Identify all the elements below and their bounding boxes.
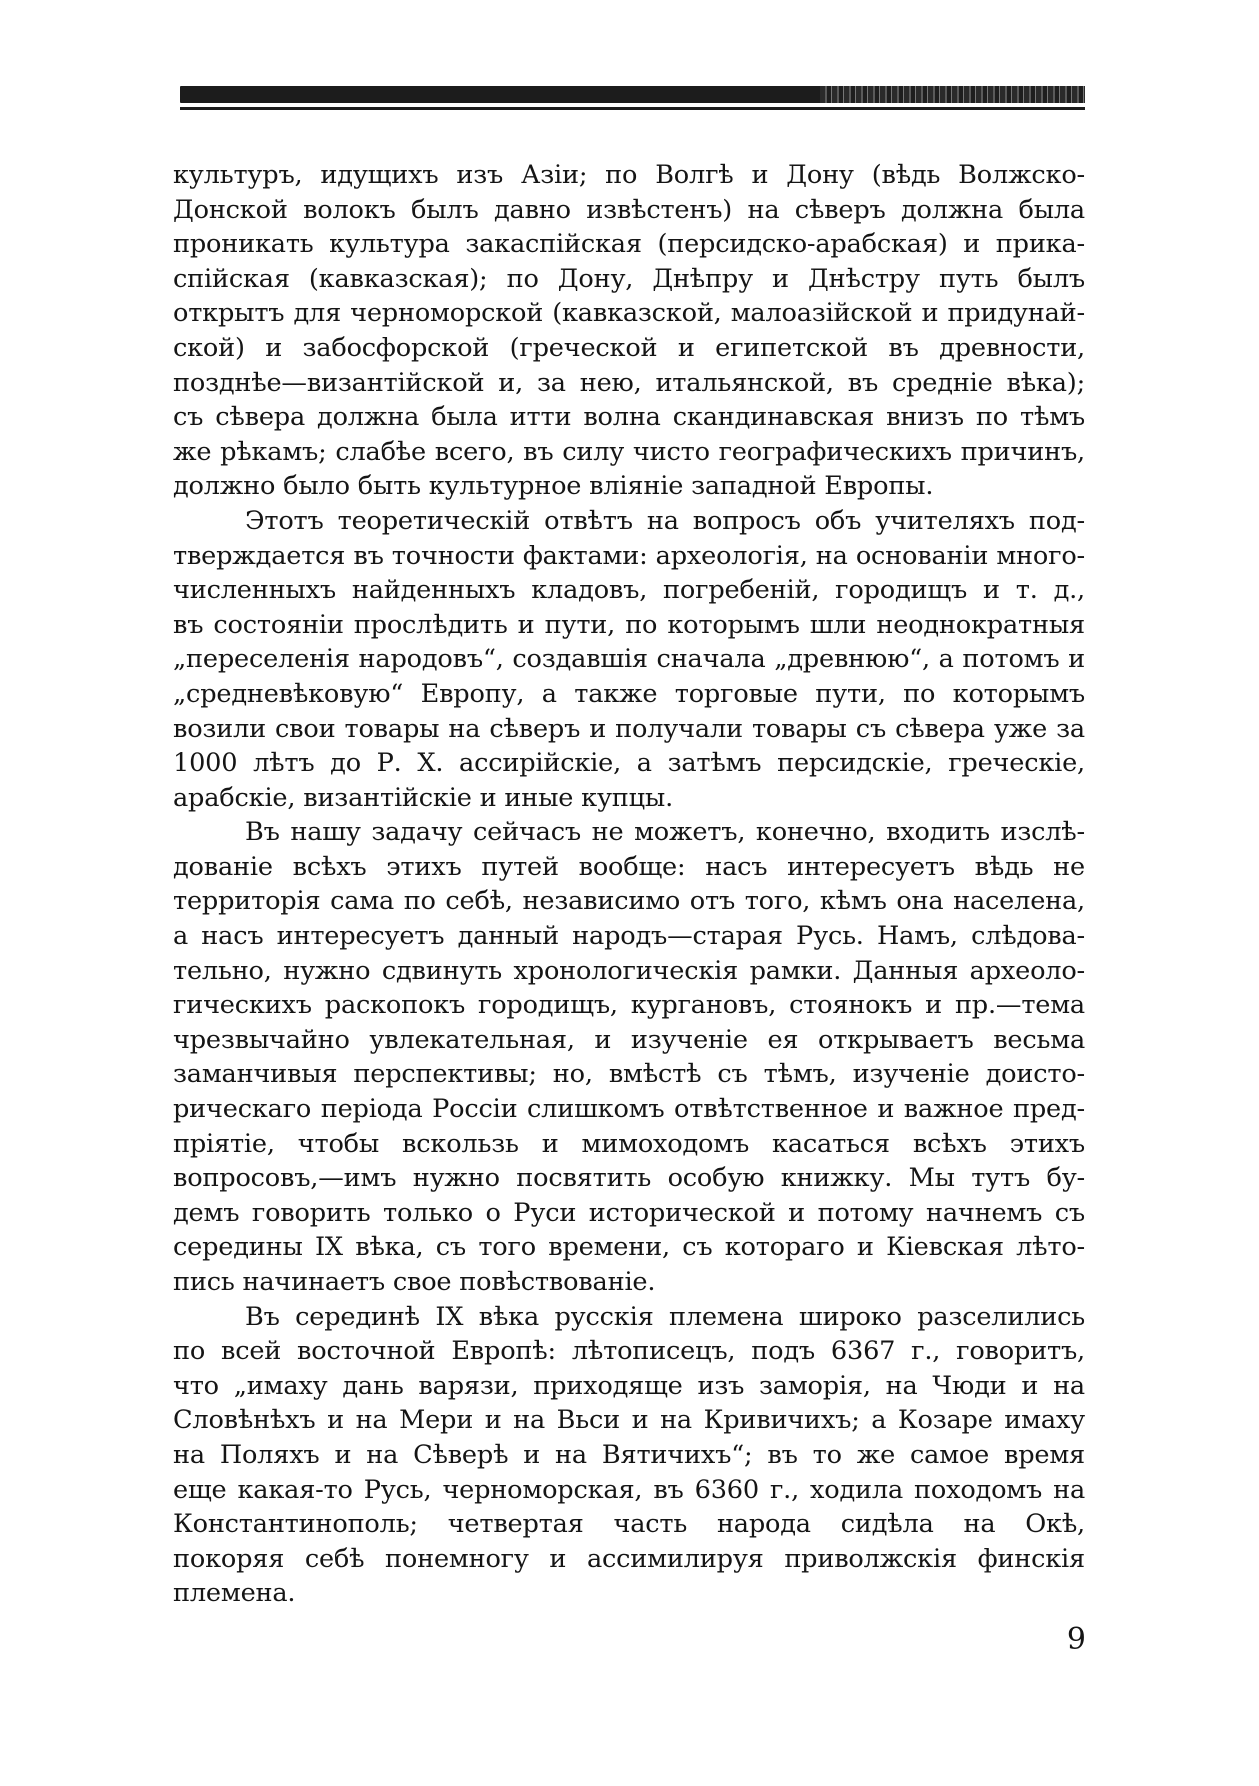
text-line: пись начинаетъ свое повѣствованіе. [173, 1267, 656, 1297]
text-line: въ состояніи прослѣдить и пути, по которымъ шли неоднократныя [173, 609, 1085, 640]
text-line: „средневѣковую“ Европу, а также торговые пути, по которымъ [173, 678, 1085, 709]
body-text [173, 158, 1085, 1611]
text-line: Въ нашу задачу сейчасъ не можетъ, конечно, входить изслѣ- [245, 817, 1085, 848]
text-line: съ сѣвера должна была итти волна скандинавская внизъ по тѣмъ [173, 402, 1085, 433]
text-line: тельно, нужно сдвинуть хронологическія рамки. Данныя археоло- [173, 955, 1085, 986]
text-line: арабскіе, византійскіе и иные купцы. [173, 782, 674, 813]
text-line: тверждается въ точности фактами: археологія, на основаніи много- [173, 540, 1085, 571]
page-number: 9 [1066, 1622, 1086, 1657]
text-line: культуръ, идущихъ изъ Азіи; по Волгѣ и Дону (вѣдь Волжско- [173, 160, 1085, 190]
text-line: Въ серединѣ IX вѣка русскія племена широко разселились [245, 1301, 1085, 1332]
text-line: еще какая-то Русь, черноморская, въ 6360 г., ходила походомъ на [173, 1474, 1085, 1505]
text-line: проникать культура закаспійская (персидско-арабская) и прика- [173, 229, 1085, 260]
text-line: численныхъ найденныхъ кладовъ, погребеній, городищъ и т. д., [173, 575, 1085, 606]
text-line: середины IX вѣка, съ того времени, съ котораго и Кіевская лѣто- [173, 1232, 1085, 1263]
text-line: что „имаху дань варязи, приходяще изъ заморія, на Чюди и на [173, 1370, 1085, 1401]
text-line: гическихъ раскопокъ городищъ, кургановъ, стоянокъ и пр.—тема [173, 990, 1085, 1021]
text-line: возили свои товары на сѣверъ и получали товары съ сѣвера уже за [173, 713, 1085, 744]
text-line: пріятіе, чтобы вскользь и мимоходомъ касаться всѣхъ этихъ [173, 1128, 1085, 1159]
text-line: племена. [173, 1578, 296, 1609]
text-line: же рѣкамъ; слабѣе всего, въ силу чисто географическихъ причинъ, [173, 436, 1085, 467]
header-rule-worn-end [820, 86, 1085, 103]
text-line: по всей восточной Европѣ: лѣтописецъ, подъ 6367 г., говоритъ, [173, 1336, 1085, 1367]
text-line: Донской волокъ былъ давно извѣстенъ) на сѣверъ должна была [173, 194, 1085, 225]
text-line: заманчивыя перспективы; но, вмѣстѣ съ тѣмъ, изученіе доисто- [173, 1059, 1085, 1090]
text-line: покоряя себѣ понемногу и ассимилируя приволжскія финскія [173, 1543, 1085, 1574]
text-line: „переселенія народовъ“, создавшія сначала „древнюю“, а потомъ и [173, 644, 1085, 675]
text-line: 1000 лѣтъ до Р. Х. ассирійскіе, а затѣмъ персидскіе, греческіе, [173, 748, 1085, 779]
text-line: территорія сама по себѣ, независимо отъ того, кѣмъ она населена, [173, 886, 1085, 917]
text-line: спійская (кавказская); по Дону, Днѣпру и Днѣстру путь былъ [173, 263, 1085, 294]
text-line: на Поляхъ и на Сѣверѣ и на Вятичихъ“; въ то же самое время [173, 1439, 1085, 1470]
text-line: открытъ для черноморской (кавказской, малоазійской и придунай- [173, 298, 1085, 329]
text-line: Этотъ теоретическій отвѣтъ на вопросъ объ учителяхъ под- [245, 505, 1085, 536]
text-line: ской) и забосфорской (греческой и египетской въ древности, [173, 332, 1085, 363]
text-line: позднѣе—византійской и, за нею, итальянской, въ средніе вѣка); [173, 367, 1085, 398]
header-rule [180, 84, 1085, 114]
text-line: а насъ интересуетъ данный народъ—старая Русь. Намъ, слѣдова- [173, 921, 1085, 952]
text-line: дованіе всѣхъ этихъ путей вообще: насъ интересуетъ вѣдь не [173, 851, 1085, 882]
header-rule-thin [180, 107, 1085, 110]
text-line: демъ говорить только о Руси исторической и потому начнемъ съ [173, 1197, 1085, 1228]
text-line: Словѣнѣхъ и на Мери и на Вьси и на Кривичихъ; а Козаре имаху [173, 1405, 1085, 1436]
text-line: должно было быть культурное вліяніе западной Европы. [173, 471, 934, 502]
text-line: рическаго періода Россіи слишкомъ отвѣтственное и важное пред- [173, 1094, 1085, 1125]
text-line: чрезвычайно увлекательная, и изученіе ея открываетъ весьма [173, 1024, 1085, 1055]
text-line: вопросовъ,—имъ нужно посвятить особую книжку. Мы тутъ бу- [173, 1163, 1085, 1194]
text-line: Константинополь; четвертая часть народа сидѣла на Окѣ, [173, 1509, 1085, 1540]
